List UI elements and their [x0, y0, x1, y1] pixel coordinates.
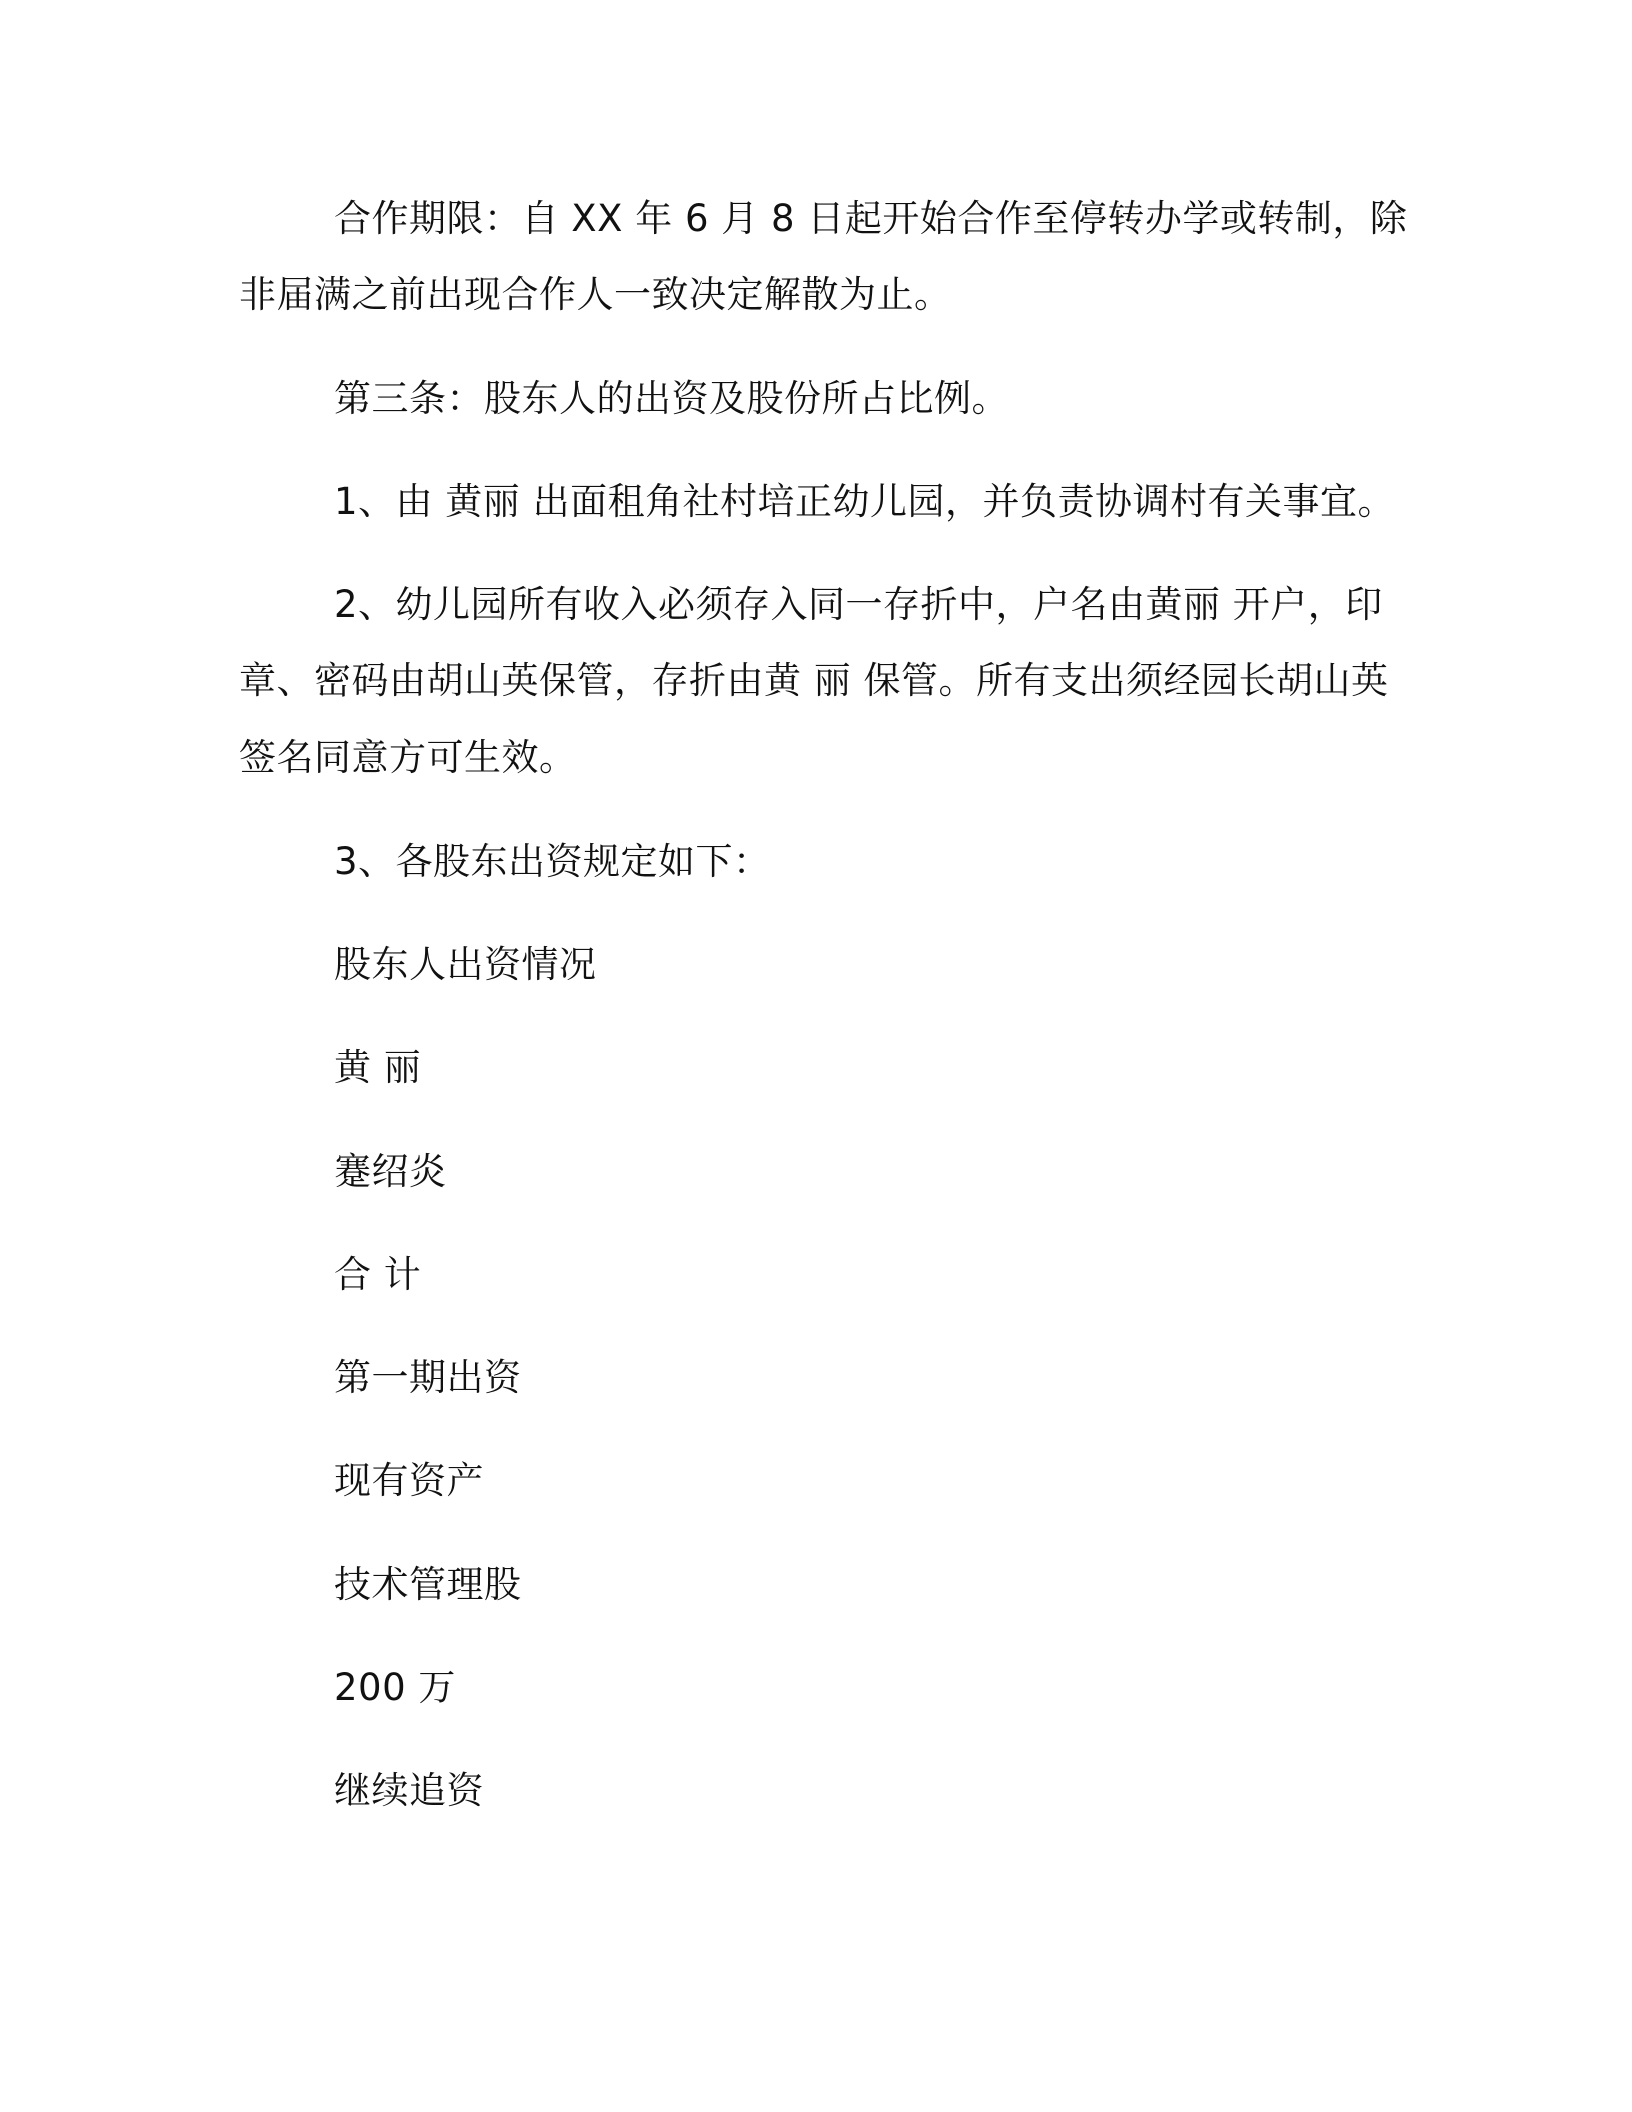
clause-two-line-3: 签名同意方可生效。 [239, 736, 577, 779]
clause-two-line-1: 2、幼儿园所有收入必须存入同一存折中，户名由黄丽 开户，印 [334, 583, 1383, 626]
table-header-shareholder-contribution: 股东人出资情况 [334, 943, 597, 986]
cooperation-term-line-2: 非届满之前出现合作人一致决定解散为止。 [239, 273, 952, 316]
table-item-jian-shaoyan: 蹇绍炎 [334, 1150, 447, 1193]
table-item-existing-assets: 现有资产 [334, 1459, 484, 1502]
article-three-heading: 第三条：股东人的出资及股份所占比例。 [334, 377, 1009, 420]
table-item-total: 合 计 [334, 1253, 422, 1296]
table-item-tech-management-share: 技术管理股 [334, 1563, 522, 1606]
clause-two-line-2: 章、密码由胡山英保管，存折由黄 丽 保管。所有支出须经园长胡山英 [239, 659, 1389, 702]
cooperation-term-line-1: 合作期限：自 XX 年 6 月 8 日起开始合作至停转办学或转制，除 [334, 197, 1408, 240]
clause-three: 3、各股东出资规定如下： [334, 840, 771, 883]
table-item-amount: 200 万 [334, 1666, 456, 1709]
table-item-first-contribution: 第一期出资 [334, 1356, 522, 1399]
clause-one: 1、由 黄丽 出面租角社村培正幼儿园，并负责协调村有关事宜。 [334, 480, 1396, 523]
table-item-additional-investment: 继续追资 [334, 1769, 484, 1812]
table-item-huang-li: 黄 丽 [334, 1046, 422, 1089]
